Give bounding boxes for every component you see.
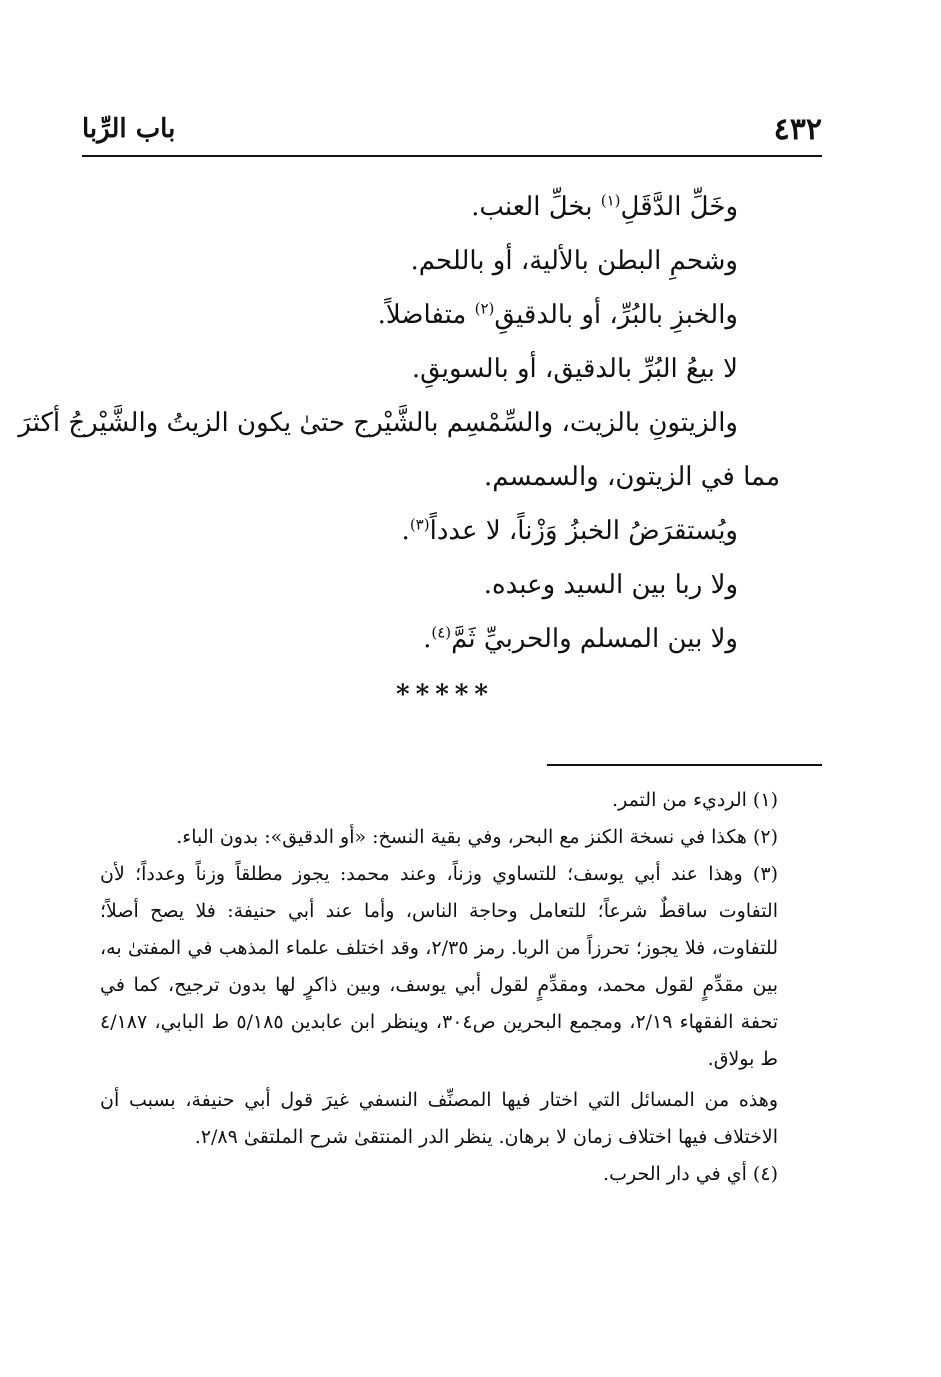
text-line: وشحمِ البطن بالألية، أو باللحم. bbox=[410, 246, 738, 276]
footnote-3-continuation: وهذه من المسائل التي اختار فيها المصنِّف النسفي غيرَ قول أبي حنيفة، بسبب أن الاختلاف فيها اختلاف زمان لا برهان. ينظر الدر المنتقىٰ شرح الملتقىٰ ٢/٨٩. bbox=[100, 1089, 778, 1148]
text-line bbox=[100, 180, 780, 234]
line-text: بخلِّ العنب. bbox=[471, 192, 601, 222]
text-line bbox=[100, 612, 780, 666]
text-line: مما في الزيتون، والسمسم. bbox=[484, 462, 780, 492]
chapter-title: باب الرِّبا bbox=[82, 114, 176, 144]
footnote-ref: (٢) bbox=[474, 299, 495, 318]
footnote-3: (٣) وهذا عند أبي يوسف؛ للتساوي وزناً، وعند محمد: يجوز مطلقاً وزناً وعدداً؛ لأن التفاوت ساقطٌ شرعاً؛ للتعامل وحاجة الناس، وأما عند أبي حنيفة: فلا يصح أصلاً؛ للتفاوت، فلا يجوز؛ تحرزاً من الربا. رمز ٢/٣٥، وقد اختلف علماء المذهب في المفتىٰ به، بين مقدِّمٍ لقول محمد، ومقدِّمٍ لقول أبي يوسف، وبين ذاكرٍ لها بدون ترجيح، كما في تحفة الفقهاء ٢/١٩، ومجمع البحرين ص٣٠٤، وينظر ابن عابدين ٥/١٨٥ ط البابي، ٤/١٨٧ ط بولاق. bbox=[100, 863, 779, 1070]
footnote-rule bbox=[547, 764, 822, 766]
text-line: ولا ربا بين السيد وعبده. bbox=[483, 570, 738, 600]
line-text: وخَلِّ الدَّقَلِ bbox=[620, 192, 738, 222]
line-text: . bbox=[423, 624, 432, 654]
header-rule bbox=[82, 155, 822, 157]
footnote-ref: (٤) bbox=[431, 623, 452, 642]
footnotes bbox=[100, 782, 820, 1193]
footnote-4: (٤) أي في دار الحرب. bbox=[603, 1163, 778, 1185]
line-text: والخبزِ بالبُرِّ، أو بالدقيقِ bbox=[494, 300, 738, 330]
text-line: والزيتونِ بالزيت، والسِّمْسِم بالشَّيْرج حتىٰ يكون الزيتُ والشَّيْرجُ أكثرَ bbox=[18, 408, 738, 438]
line-text: ويُستقرَضُ الخبزُ وَزْناً، لا عدداً bbox=[429, 516, 738, 546]
line-text: متفاضلاً. bbox=[377, 300, 475, 330]
text-line: لا بيعُ البُرِّ بالدقيق، أو بالسويقِ. bbox=[411, 354, 738, 384]
line-text: . bbox=[401, 516, 410, 546]
text-line bbox=[100, 504, 780, 558]
footnote-1: (١) الرديء من التمر. bbox=[612, 789, 778, 811]
footnote-2: (٢) هكذا في نسخة الكنز مع البحر، وفي بقية النسخ: «أو الدقيق»: بدون الباء. bbox=[176, 826, 778, 848]
main-text bbox=[18, 180, 780, 666]
footnote-ref: (١) bbox=[600, 191, 621, 210]
page-number: ٤٣٢ bbox=[773, 112, 822, 147]
section-separator: ***** bbox=[396, 680, 494, 710]
footnote-ref: (٣) bbox=[409, 515, 430, 534]
text-line bbox=[100, 288, 780, 342]
page-header bbox=[82, 108, 822, 154]
line-text: ولا بين المسلم والحربيِّ ثَمَّ bbox=[451, 624, 738, 654]
